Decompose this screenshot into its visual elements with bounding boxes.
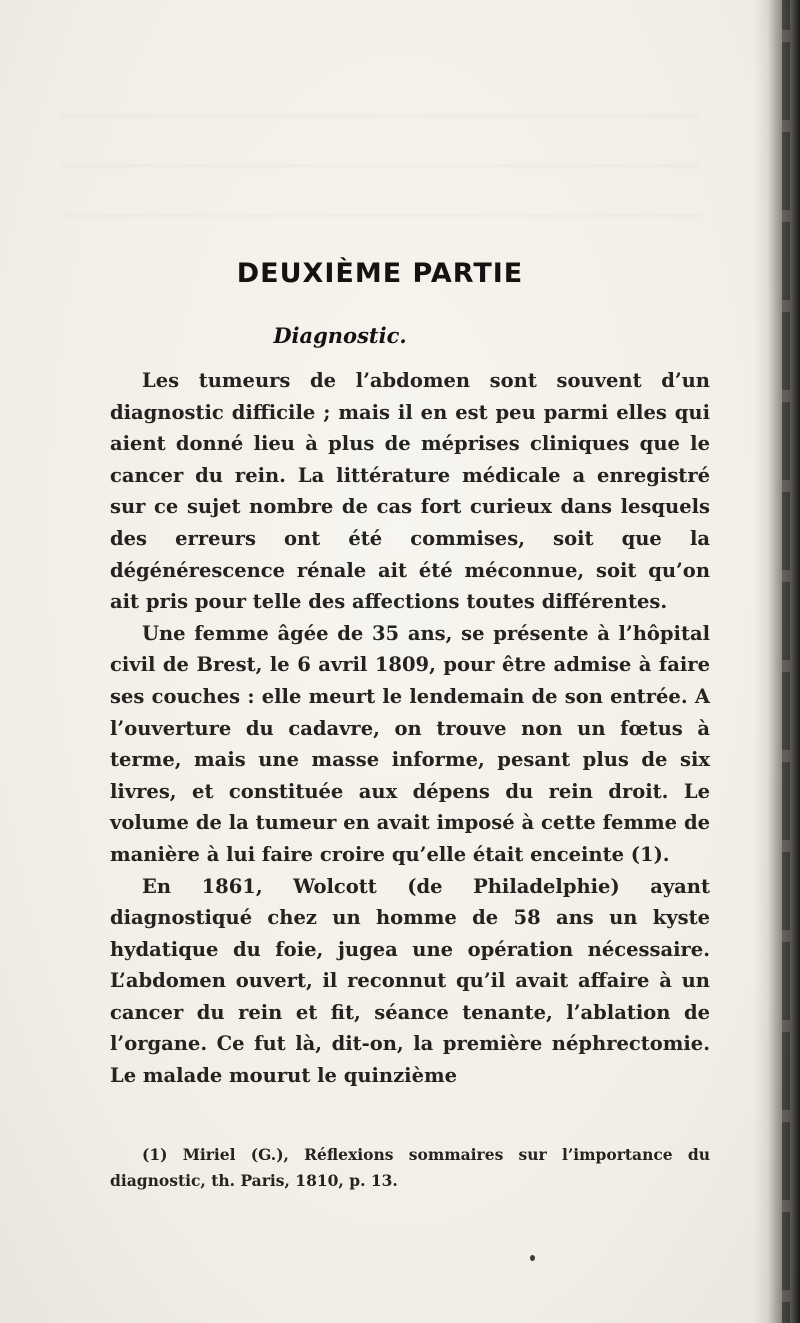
page-edge-shadow bbox=[754, 0, 800, 1323]
footnote: (1) Miriel (G.), Réflexions sommaires sur l’importance du diagnostic, th. Paris, 1810, p. 13. bbox=[110, 1145, 710, 1190]
ink-speck bbox=[530, 1255, 535, 1261]
body-text bbox=[110, 365, 710, 1092]
paragraph: En 1861, Wolcott (de Philadelphie) ayant diagnostiqué chez un homme de 58 ans un kyste hydatique du foie, jugea une opération nécessaire. L’abdomen ouvert, il reconnut qu’il avait affaire à un cancer du rein et fit, séance tenante, l’ablation de l’organe. Ce fut là, dit-on, la première néphrectomie. Le malade mourut le quinzième bbox=[110, 874, 710, 1088]
section-title: Diagnostic. bbox=[273, 323, 407, 348]
bleed-through-text bbox=[60, 70, 700, 240]
binding-edge bbox=[782, 0, 790, 1323]
paragraph: Les tumeurs de l’abdomen sont souvent d’un diagnostic difficile ; mais il en est peu parmi elles qui aient donné lieu à plus de méprises cliniques que le cancer du rein. La littérature médicale a enregistré sur ce sujet nombre de cas fort curieux dans lesquels des erreurs ont été commises, soit que la dégénérescence rénale ait été méconnue, soit qu’on ait pris pour telle des affections toutes différentes. bbox=[110, 369, 710, 614]
part-title: DEUXIÈME PARTIE bbox=[236, 258, 524, 289]
paragraph: Une femme âgée de 35 ans, se présente à l’hôpital civil de Brest, le 6 avril 1809, pour être admise à faire ses couches : elle meurt le lendemain de son entrée. A l’ouverture du cadavre, on trouve non un fœtus à terme, mais une masse informe, pesant plus de six livres, et constituée aux dépens du rein droit. Le volume de la tumeur en avait imposé à cette femme de manière à lui faire croire qu’elle était enceinte (1). bbox=[110, 621, 710, 866]
